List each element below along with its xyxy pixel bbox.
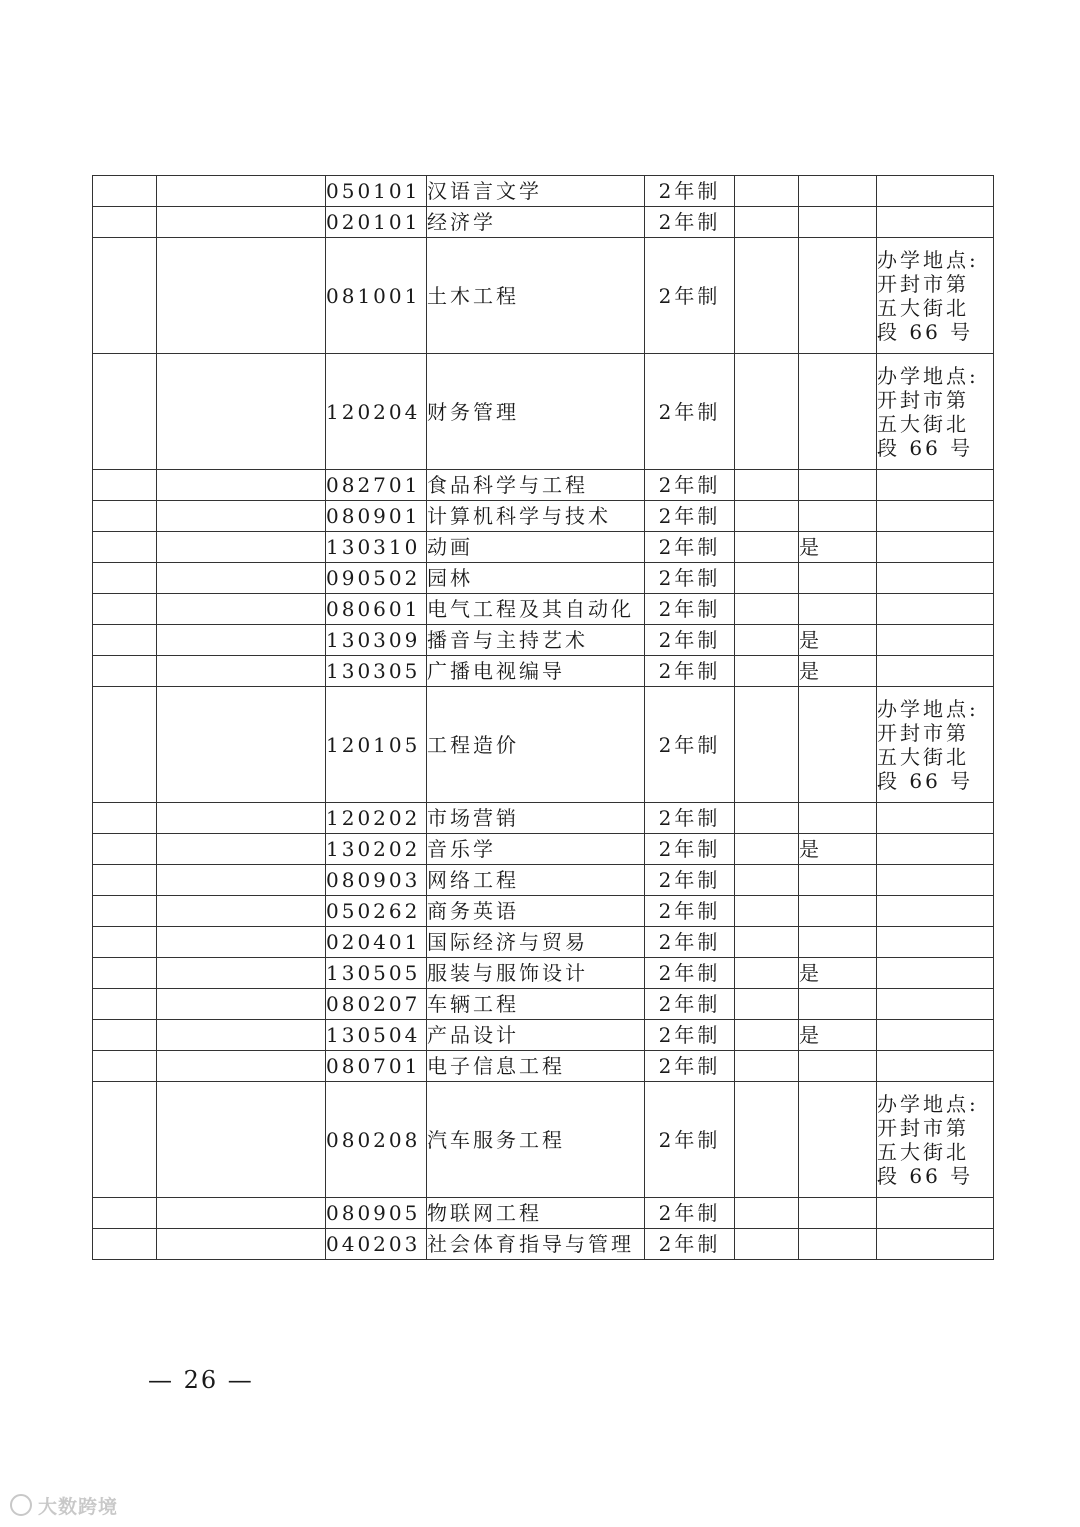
major-code-cell: 120204 <box>326 354 427 470</box>
watermark-text: 大数跨境 <box>38 1496 119 1518</box>
empty-cell <box>93 803 157 834</box>
note-line: 开封市第 <box>877 271 969 296</box>
study-length-cell: 2年制 <box>645 896 735 927</box>
table-row <box>93 470 994 501</box>
art-flag-cell <box>799 501 877 532</box>
empty-cell <box>157 958 326 989</box>
empty-cell <box>93 470 157 501</box>
table-row <box>93 927 994 958</box>
major-name-cell: 产品设计 <box>427 1020 645 1051</box>
note-cell <box>877 989 994 1020</box>
table-row <box>93 896 994 927</box>
empty-cell <box>157 625 326 656</box>
major-code-cell: 080701 <box>326 1051 427 1082</box>
major-name-cell: 广播电视编导 <box>427 656 645 687</box>
major-code-cell: 130309 <box>326 625 427 656</box>
study-length-cell: 2年制 <box>645 532 735 563</box>
note-cell <box>877 958 994 989</box>
table-row <box>93 176 994 207</box>
art-flag-cell: 是 <box>799 625 877 656</box>
art-flag-cell <box>799 1051 877 1082</box>
empty-cell <box>93 834 157 865</box>
art-flag-cell <box>799 470 877 501</box>
empty-cell <box>157 1198 326 1229</box>
art-flag-cell <box>799 687 877 803</box>
major-name-cell: 工程造价 <box>427 687 645 803</box>
note-line: 五大街北 <box>877 295 969 320</box>
empty-cell <box>93 207 157 238</box>
empty-cell <box>93 656 157 687</box>
major-code-cell: 090502 <box>326 563 427 594</box>
empty-cell <box>735 532 799 563</box>
empty-cell <box>93 354 157 470</box>
note-line: 段 66 号 <box>877 768 974 793</box>
empty-cell <box>93 958 157 989</box>
note-line: 段 66 号 <box>877 319 974 344</box>
note-cell <box>877 501 994 532</box>
major-code-cell: 130202 <box>326 834 427 865</box>
empty-cell <box>93 687 157 803</box>
empty-cell <box>93 1020 157 1051</box>
major-name-cell: 食品科学与工程 <box>427 470 645 501</box>
empty-cell <box>157 1020 326 1051</box>
page-number: — 26 — <box>148 1366 254 1394</box>
table-row <box>93 238 994 354</box>
empty-cell <box>735 927 799 958</box>
major-code-cell: 050262 <box>326 896 427 927</box>
table-row <box>93 594 994 625</box>
art-flag-cell <box>799 594 877 625</box>
note-cell <box>877 238 994 354</box>
empty-cell <box>157 532 326 563</box>
empty-cell <box>157 501 326 532</box>
empty-cell <box>93 625 157 656</box>
major-code-cell: 020401 <box>326 927 427 958</box>
watermark <box>10 1492 118 1519</box>
major-name-cell: 电气工程及其自动化 <box>427 594 645 625</box>
major-name-cell: 土木工程 <box>427 238 645 354</box>
major-name-cell: 财务管理 <box>427 354 645 470</box>
art-flag-cell <box>799 207 877 238</box>
note-line: 办学地点: <box>877 247 979 272</box>
study-length-cell: 2年制 <box>645 989 735 1020</box>
study-length-cell: 2年制 <box>645 1051 735 1082</box>
note-cell <box>877 625 994 656</box>
art-flag-cell <box>799 803 877 834</box>
empty-cell <box>157 803 326 834</box>
empty-cell <box>157 1051 326 1082</box>
major-name-cell: 汉语言文学 <box>427 176 645 207</box>
empty-cell <box>735 1020 799 1051</box>
table-row <box>93 625 994 656</box>
note-line: 办学地点: <box>877 696 979 721</box>
art-flag-cell <box>799 354 877 470</box>
study-length-cell: 2年制 <box>645 656 735 687</box>
empty-cell <box>157 865 326 896</box>
art-flag-cell: 是 <box>799 1020 877 1051</box>
study-length-cell: 2年制 <box>645 470 735 501</box>
note-cell <box>877 803 994 834</box>
study-length-cell: 2年制 <box>645 927 735 958</box>
major-name-cell: 商务英语 <box>427 896 645 927</box>
note-cell <box>877 865 994 896</box>
note-cell <box>877 1229 994 1260</box>
major-name-cell: 播音与主持艺术 <box>427 625 645 656</box>
watermark-logo-icon <box>10 1494 32 1516</box>
empty-cell <box>157 834 326 865</box>
table-row <box>93 958 994 989</box>
empty-cell <box>93 501 157 532</box>
study-length-cell: 2年制 <box>645 207 735 238</box>
note-line: 段 66 号 <box>877 1163 974 1188</box>
major-name-cell: 计算机科学与技术 <box>427 501 645 532</box>
major-code-cell: 080905 <box>326 1198 427 1229</box>
table-row <box>93 354 994 470</box>
empty-cell <box>735 803 799 834</box>
empty-cell <box>735 470 799 501</box>
major-code-cell: 080208 <box>326 1082 427 1198</box>
note-cell <box>877 687 994 803</box>
major-name-cell: 物联网工程 <box>427 1198 645 1229</box>
study-length-cell: 2年制 <box>645 176 735 207</box>
art-flag-cell <box>799 238 877 354</box>
major-code-cell: 120105 <box>326 687 427 803</box>
empty-cell <box>93 594 157 625</box>
study-length-cell: 2年制 <box>645 687 735 803</box>
note-line: 办学地点: <box>877 363 979 388</box>
empty-cell <box>93 1229 157 1260</box>
art-flag-cell <box>799 989 877 1020</box>
empty-cell <box>157 1229 326 1260</box>
art-flag-cell <box>799 176 877 207</box>
table-row <box>93 1229 994 1260</box>
major-code-cell: 130504 <box>326 1020 427 1051</box>
art-flag-cell <box>799 1198 877 1229</box>
empty-cell <box>93 989 157 1020</box>
note-line: 五大街北 <box>877 1139 969 1164</box>
study-length-cell: 2年制 <box>645 238 735 354</box>
empty-cell <box>157 470 326 501</box>
empty-cell <box>157 656 326 687</box>
art-flag-cell <box>799 865 877 896</box>
empty-cell <box>93 1051 157 1082</box>
major-code-cell: 050101 <box>326 176 427 207</box>
major-code-cell: 081001 <box>326 238 427 354</box>
table-row <box>93 207 994 238</box>
empty-cell <box>93 532 157 563</box>
major-code-cell: 020101 <box>326 207 427 238</box>
empty-cell <box>157 989 326 1020</box>
note-line: 开封市第 <box>877 720 969 745</box>
note-cell <box>877 1020 994 1051</box>
empty-cell <box>93 1082 157 1198</box>
art-flag-cell <box>799 1082 877 1198</box>
art-flag-cell <box>799 927 877 958</box>
major-name-cell: 动画 <box>427 532 645 563</box>
note-cell <box>877 594 994 625</box>
major-name-cell: 音乐学 <box>427 834 645 865</box>
major-name-cell: 汽车服务工程 <box>427 1082 645 1198</box>
empty-cell <box>157 238 326 354</box>
empty-cell <box>735 207 799 238</box>
study-length-cell: 2年制 <box>645 563 735 594</box>
table-row <box>93 1020 994 1051</box>
major-code-cell: 080207 <box>326 989 427 1020</box>
major-code-cell: 120202 <box>326 803 427 834</box>
note-cell <box>877 896 994 927</box>
major-code-cell: 080601 <box>326 594 427 625</box>
study-length-cell: 2年制 <box>645 594 735 625</box>
note-line: 五大街北 <box>877 411 969 436</box>
empty-cell <box>157 896 326 927</box>
note-cell <box>877 1082 994 1198</box>
empty-cell <box>735 238 799 354</box>
empty-cell <box>735 865 799 896</box>
empty-cell <box>93 176 157 207</box>
table-row <box>93 834 994 865</box>
major-name-cell: 社会体育指导与管理 <box>427 1229 645 1260</box>
study-length-cell: 2年制 <box>645 354 735 470</box>
empty-cell <box>157 687 326 803</box>
empty-cell <box>735 594 799 625</box>
art-flag-cell: 是 <box>799 834 877 865</box>
art-flag-cell <box>799 1229 877 1260</box>
empty-cell <box>93 896 157 927</box>
major-name-cell: 车辆工程 <box>427 989 645 1020</box>
table-row <box>93 1198 994 1229</box>
note-cell <box>877 470 994 501</box>
major-name-cell: 市场营销 <box>427 803 645 834</box>
table-row <box>93 989 994 1020</box>
note-line: 开封市第 <box>877 387 969 412</box>
empty-cell <box>735 354 799 470</box>
empty-cell <box>735 176 799 207</box>
note-cell <box>877 1198 994 1229</box>
table-row <box>93 501 994 532</box>
study-length-cell: 2年制 <box>645 1229 735 1260</box>
table-row <box>93 803 994 834</box>
major-code-cell: 082701 <box>326 470 427 501</box>
empty-cell <box>735 656 799 687</box>
major-name-cell: 电子信息工程 <box>427 1051 645 1082</box>
table-row <box>93 656 994 687</box>
empty-cell <box>735 989 799 1020</box>
note-cell <box>877 532 994 563</box>
study-length-cell: 2年制 <box>645 834 735 865</box>
study-length-cell: 2年制 <box>645 958 735 989</box>
empty-cell <box>735 834 799 865</box>
major-code-cell: 130505 <box>326 958 427 989</box>
note-cell <box>877 834 994 865</box>
note-line: 五大街北 <box>877 744 969 769</box>
major-code-cell: 040203 <box>326 1229 427 1260</box>
study-length-cell: 2年制 <box>645 625 735 656</box>
major-code-cell: 080901 <box>326 501 427 532</box>
art-flag-cell: 是 <box>799 958 877 989</box>
empty-cell <box>157 354 326 470</box>
empty-cell <box>735 625 799 656</box>
note-cell <box>877 656 994 687</box>
empty-cell <box>735 1198 799 1229</box>
note-cell <box>877 207 994 238</box>
major-name-cell: 服装与服饰设计 <box>427 958 645 989</box>
empty-cell <box>157 594 326 625</box>
empty-cell <box>157 1082 326 1198</box>
note-cell <box>877 1051 994 1082</box>
art-flag-cell: 是 <box>799 656 877 687</box>
study-length-cell: 2年制 <box>645 1082 735 1198</box>
empty-cell <box>735 1051 799 1082</box>
major-code-cell: 130310 <box>326 532 427 563</box>
empty-cell <box>157 563 326 594</box>
major-name-cell: 网络工程 <box>427 865 645 896</box>
study-length-cell: 2年制 <box>645 865 735 896</box>
study-length-cell: 2年制 <box>645 501 735 532</box>
art-flag-cell <box>799 896 877 927</box>
empty-cell <box>93 865 157 896</box>
empty-cell <box>157 176 326 207</box>
empty-cell <box>93 1198 157 1229</box>
table-row <box>93 532 994 563</box>
major-name-cell: 经济学 <box>427 207 645 238</box>
note-cell <box>877 927 994 958</box>
table-row <box>93 865 994 896</box>
table-row <box>93 1051 994 1082</box>
empty-cell <box>93 927 157 958</box>
note-line: 办学地点: <box>877 1091 979 1116</box>
empty-cell <box>735 687 799 803</box>
empty-cell <box>93 238 157 354</box>
note-cell <box>877 354 994 470</box>
major-code-cell: 080903 <box>326 865 427 896</box>
study-length-cell: 2年制 <box>645 1020 735 1051</box>
empty-cell <box>93 563 157 594</box>
art-flag-cell <box>799 563 877 594</box>
empty-cell <box>735 501 799 532</box>
note-line: 开封市第 <box>877 1115 969 1140</box>
empty-cell <box>735 1082 799 1198</box>
study-length-cell: 2年制 <box>645 803 735 834</box>
note-cell <box>877 176 994 207</box>
table-row <box>93 563 994 594</box>
empty-cell <box>735 1229 799 1260</box>
empty-cell <box>735 563 799 594</box>
study-length-cell: 2年制 <box>645 1198 735 1229</box>
table-row <box>93 687 994 803</box>
majors-table <box>92 175 994 1260</box>
major-name-cell: 国际经济与贸易 <box>427 927 645 958</box>
note-line: 段 66 号 <box>877 435 974 460</box>
empty-cell <box>735 958 799 989</box>
note-cell <box>877 563 994 594</box>
empty-cell <box>157 927 326 958</box>
table-row <box>93 1082 994 1198</box>
empty-cell <box>157 207 326 238</box>
empty-cell <box>735 896 799 927</box>
major-code-cell: 130305 <box>326 656 427 687</box>
major-name-cell: 园林 <box>427 563 645 594</box>
art-flag-cell: 是 <box>799 532 877 563</box>
